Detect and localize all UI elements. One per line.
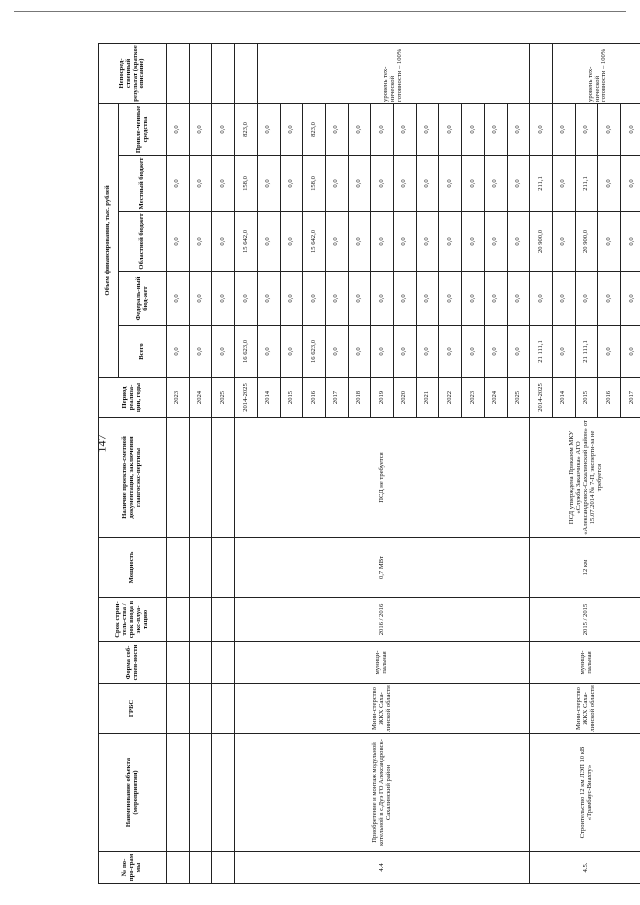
value-cell: 0,0 (189, 212, 212, 272)
value-cell: 0,0 (439, 212, 462, 272)
value-cell: 0,0 (621, 156, 640, 212)
value-cell: 0,0 (325, 272, 348, 326)
period-cell: 2014-2025 (235, 378, 258, 418)
value-cell: 0,0 (439, 103, 462, 155)
value-cell: 0,0 (325, 103, 348, 155)
value-cell: 0,0 (348, 103, 371, 155)
value-cell: 0,0 (507, 212, 530, 272)
value-cell: 21 111,1 (575, 326, 598, 378)
empty-cell (167, 684, 190, 734)
value-cell: 16 623,0 (303, 326, 326, 378)
value-cell: 0,0 (212, 156, 235, 212)
value-cell: 0,0 (280, 103, 303, 155)
value-cell: 211,1 (530, 156, 553, 212)
value-cell: 0,0 (394, 326, 417, 378)
value-cell: 0,0 (416, 326, 439, 378)
value-cell: 0,0 (325, 156, 348, 212)
value-cell: 0,0 (167, 103, 190, 155)
col-result: Непосред-ственный результат (краткое описание) (99, 43, 167, 103)
value-cell: 0,0 (348, 272, 371, 326)
value-cell: 0,0 (552, 156, 575, 212)
value-cell: 0,0 (462, 212, 485, 272)
value-cell: 20 900,0 (575, 212, 598, 272)
period-cell: 2017 (621, 378, 640, 418)
object-grbs: Мини-стерство ЖКХ Саха-линской области (235, 684, 530, 734)
col-loc: Местный бюджет (119, 156, 167, 212)
period-cell: 2023 (167, 378, 190, 418)
value-cell: 0,0 (371, 156, 394, 212)
value-cell: 0,0 (416, 272, 439, 326)
empty-cell (189, 538, 212, 598)
value-cell: 0,0 (507, 156, 530, 212)
object-power: 12 км (530, 538, 640, 598)
value-cell: 0,0 (552, 272, 575, 326)
table-row (235, 43, 258, 883)
value-cell: 0,0 (235, 272, 258, 326)
value-cell: 0,0 (416, 212, 439, 272)
value-cell: 0,0 (257, 212, 280, 272)
empty-cell (167, 852, 190, 884)
value-cell: 823,0 (303, 103, 326, 155)
object-psd: ПСД утверждена Приказом МКУ «Служба Заказчика» АГО «Александровск-Сахалинский район» от 15.07.2014 № 7-П, эксперти-за не требуется (530, 418, 640, 538)
value-cell: 0,0 (189, 156, 212, 212)
col-term: Срок строи-тель-ства / срок ввода в экс-плуа-тацию (99, 598, 167, 642)
period-cell: 2015 (575, 378, 598, 418)
empty-cell (167, 418, 190, 538)
period-cell: 2016 (598, 378, 621, 418)
value-cell: 0,0 (462, 156, 485, 212)
value-cell: 0,0 (416, 156, 439, 212)
empty-cell (212, 734, 235, 852)
period-cell: 2023 (462, 378, 485, 418)
page-number: 147 (94, 434, 109, 453)
empty-cell (189, 684, 212, 734)
value-cell: 0,0 (371, 103, 394, 155)
period-cell: 2017 (325, 378, 348, 418)
value-cell: 0,0 (575, 272, 598, 326)
result-cell (235, 43, 258, 103)
value-cell: 0,0 (507, 272, 530, 326)
table-row (189, 43, 212, 883)
value-cell: 0,0 (484, 326, 507, 378)
value-cell: 0,0 (280, 212, 303, 272)
value-cell: 211,1 (575, 156, 598, 212)
empty-cell (212, 684, 235, 734)
value-cell: 158,0 (303, 156, 326, 212)
value-cell: 0,0 (621, 272, 640, 326)
value-cell: 0,0 (212, 272, 235, 326)
value-cell: 0,0 (212, 103, 235, 155)
value-cell: 0,0 (552, 103, 575, 155)
period-cell: 2025 (212, 378, 235, 418)
value-cell: 0,0 (416, 103, 439, 155)
object-name: Строительство 12 км ЛЭП 10 кВ «Трамбаус-Виахту» (530, 734, 640, 852)
value-cell: 20 900,0 (530, 212, 553, 272)
value-cell: 0,0 (189, 326, 212, 378)
col-fed: Федераль-ный бюд-жет (119, 272, 167, 326)
col-grbs: ГРБС (99, 684, 167, 734)
period-cell: 2018 (348, 378, 371, 418)
object-name: Приобретение и монтаж модульной котельной в с.Дуэ ГО Александровск-Сахалинский район (235, 734, 530, 852)
value-cell: 0,0 (280, 326, 303, 378)
result-cell (212, 43, 235, 103)
period-cell: 2025 (507, 378, 530, 418)
value-cell: 0,0 (257, 103, 280, 155)
empty-cell (212, 418, 235, 538)
value-cell: 0,0 (621, 103, 640, 155)
value-cell: 0,0 (348, 212, 371, 272)
value-cell: 0,0 (212, 212, 235, 272)
empty-cell (189, 734, 212, 852)
col-funding: Объем финансирования, тыс. рублей (99, 103, 119, 377)
empty-cell (167, 734, 190, 852)
value-cell: 0,0 (462, 272, 485, 326)
object-result: уровень тех-нической готовности – 100% (257, 43, 529, 103)
col-power: Мощность (99, 538, 167, 598)
object-term: 2016 / 2016 (235, 598, 530, 642)
result-cell (530, 43, 553, 103)
table-row (530, 43, 553, 883)
result-cell (189, 43, 212, 103)
empty-cell (167, 598, 190, 642)
period-cell: 2021 (416, 378, 439, 418)
top-rule (14, 11, 626, 12)
object-ownership: муници-пальная (235, 642, 530, 684)
value-cell: 0,0 (257, 326, 280, 378)
value-cell: 0,0 (552, 326, 575, 378)
value-cell: 0,0 (598, 156, 621, 212)
value-cell: 15 642,0 (303, 212, 326, 272)
period-cell: 2014 (257, 378, 280, 418)
col-total: Всего (119, 326, 167, 378)
value-cell: 0,0 (371, 326, 394, 378)
period-cell: 2022 (439, 378, 462, 418)
value-cell: 0,0 (394, 103, 417, 155)
object-term: 2015 / 2015 (530, 598, 640, 642)
value-cell: 0,0 (371, 272, 394, 326)
value-cell: 0,0 (167, 272, 190, 326)
value-cell: 0,0 (530, 272, 553, 326)
value-cell: 0,0 (621, 326, 640, 378)
table-row (167, 43, 190, 883)
period-cell: 2024 (189, 378, 212, 418)
value-cell: 0,0 (575, 103, 598, 155)
period-cell: 2015 (280, 378, 303, 418)
empty-cell (212, 852, 235, 884)
empty-cell (189, 598, 212, 642)
object-power: 0,7 МВт (235, 538, 530, 598)
col-att: Привле-ченные средства (119, 103, 167, 155)
value-cell: 0,0 (598, 212, 621, 272)
table-row (212, 43, 235, 883)
value-cell: 0,0 (439, 326, 462, 378)
value-cell: 158,0 (235, 156, 258, 212)
value-cell: 0,0 (167, 156, 190, 212)
value-cell: 0,0 (348, 326, 371, 378)
result-cell (167, 43, 190, 103)
empty-cell (189, 642, 212, 684)
value-cell: 0,0 (621, 212, 640, 272)
value-cell: 0,0 (189, 272, 212, 326)
empty-cell (212, 642, 235, 684)
col-psd: Наличие проектно-сметной документации, заключения главгосэкс-пертизы (99, 418, 167, 538)
col-reg: Областной бюджет (119, 212, 167, 272)
value-cell: 0,0 (303, 272, 326, 326)
value-cell: 0,0 (167, 326, 190, 378)
value-cell: 0,0 (325, 326, 348, 378)
object-ownership: муници-пальная (530, 642, 640, 684)
period-cell: 2019 (371, 378, 394, 418)
value-cell: 0,0 (462, 103, 485, 155)
col-num: № по-про-грам мы (99, 852, 167, 884)
period-cell: 2024 (484, 378, 507, 418)
value-cell: 0,0 (189, 103, 212, 155)
value-cell: 0,0 (484, 212, 507, 272)
value-cell: 0,0 (371, 212, 394, 272)
col-name: Наименование объекта (мероприятия) (99, 734, 167, 852)
value-cell: 0,0 (484, 103, 507, 155)
value-cell: 0,0 (212, 326, 235, 378)
object-number: 4.4 (235, 852, 530, 884)
value-cell: 0,0 (280, 272, 303, 326)
value-cell: 0,0 (394, 272, 417, 326)
object-result: уровень тех-нической готовности – 100% (552, 43, 640, 103)
value-cell: 0,0 (280, 156, 303, 212)
value-cell: 0,0 (394, 156, 417, 212)
value-cell: 0,0 (530, 103, 553, 155)
value-cell: 0,0 (394, 212, 417, 272)
value-cell: 823,0 (235, 103, 258, 155)
object-psd: ПСД не требуется (235, 418, 530, 538)
table-body (167, 43, 640, 883)
value-cell: 0,0 (507, 326, 530, 378)
value-cell: 0,0 (484, 156, 507, 212)
empty-cell (189, 418, 212, 538)
value-cell: 0,0 (167, 212, 190, 272)
value-cell: 21 111,1 (530, 326, 553, 378)
empty-cell (212, 598, 235, 642)
value-cell: 0,0 (257, 272, 280, 326)
col-period: Период реализа-ции, годы (99, 378, 167, 418)
value-cell: 0,0 (598, 326, 621, 378)
financing-table (98, 43, 640, 884)
col-form: Форма соб-ствен-ности (99, 642, 167, 684)
object-number: 4.5. (530, 852, 640, 884)
period-cell: 2020 (394, 378, 417, 418)
value-cell: 0,0 (507, 103, 530, 155)
empty-cell (167, 642, 190, 684)
period-cell: 2014-2025 (530, 378, 553, 418)
value-cell: 0,0 (552, 212, 575, 272)
value-cell: 0,0 (325, 212, 348, 272)
value-cell: 16 623,0 (235, 326, 258, 378)
empty-cell (189, 852, 212, 884)
period-cell: 2016 (303, 378, 326, 418)
empty-cell (212, 538, 235, 598)
period-cell: 2014 (552, 378, 575, 418)
value-cell: 0,0 (598, 103, 621, 155)
value-cell: 0,0 (598, 272, 621, 326)
value-cell: 0,0 (439, 272, 462, 326)
value-cell: 15 642,0 (235, 212, 258, 272)
rotated-sheet (98, 44, 640, 884)
value-cell: 0,0 (439, 156, 462, 212)
value-cell: 0,0 (257, 156, 280, 212)
value-cell: 0,0 (484, 272, 507, 326)
object-grbs: Мини-стерство ЖКХ Саха-линской области (530, 684, 640, 734)
value-cell: 0,0 (348, 156, 371, 212)
value-cell: 0,0 (462, 326, 485, 378)
empty-cell (167, 538, 190, 598)
